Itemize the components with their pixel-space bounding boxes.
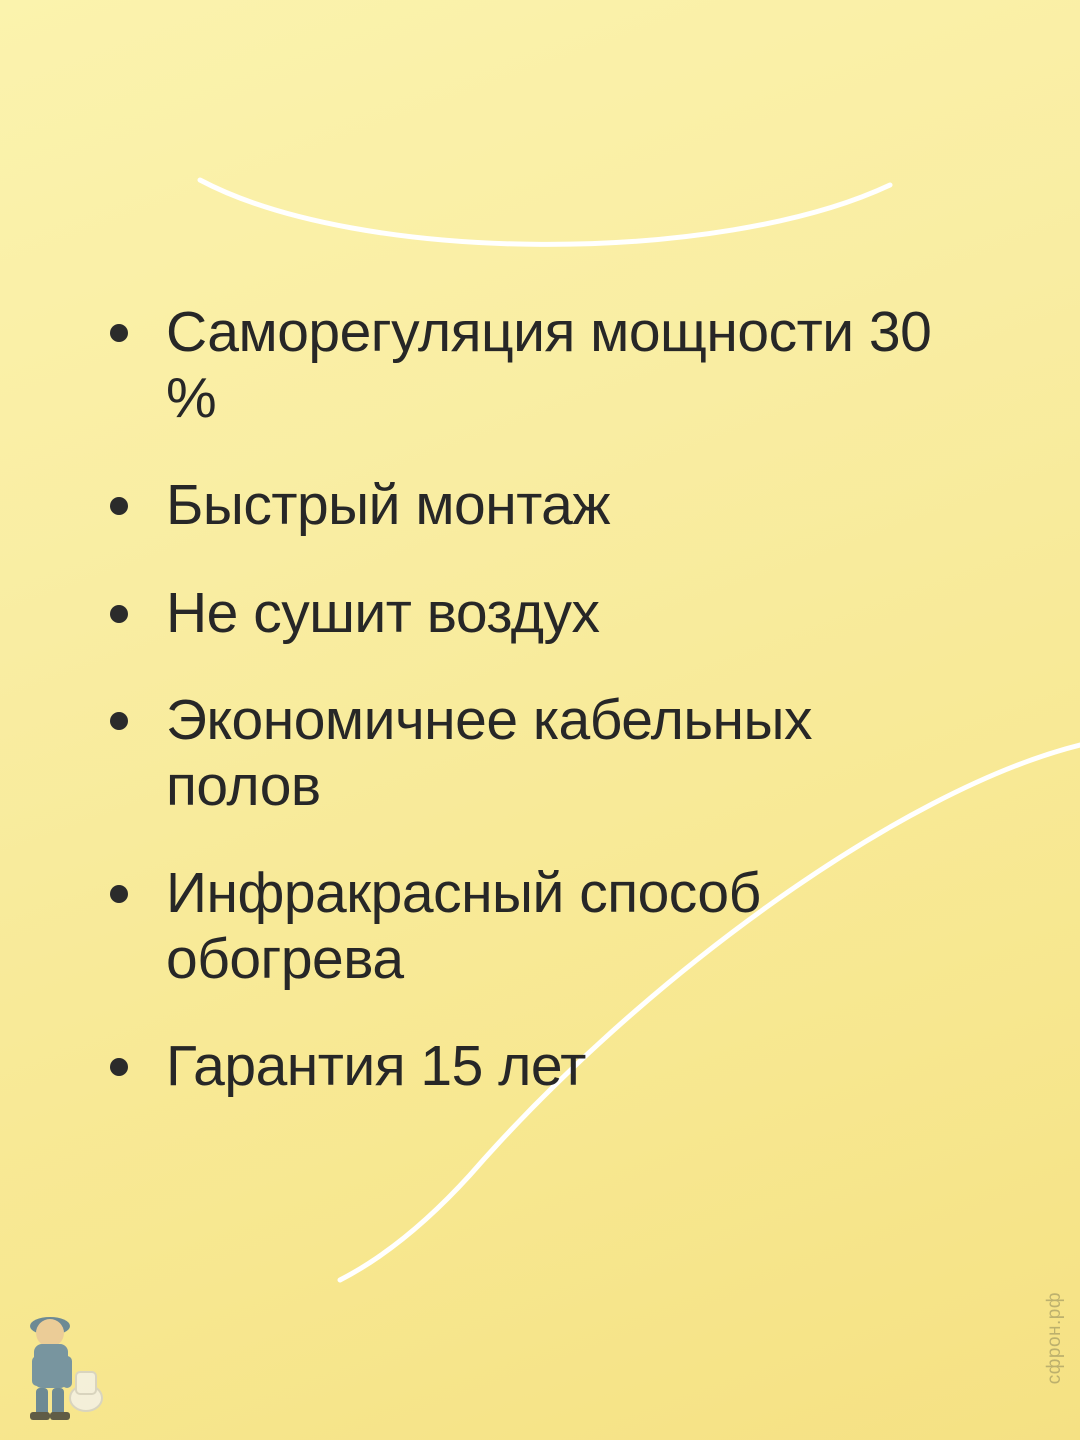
watermark-label: сфрон.рф <box>1044 1291 1065 1384</box>
plumber-mascot-icon <box>16 1306 112 1424</box>
feature-list <box>110 300 970 1142</box>
bullet-dot-icon <box>110 885 128 903</box>
bullet-dot-icon <box>110 605 128 623</box>
list-item-label: Быстрый монтаж <box>166 473 610 538</box>
list-item <box>110 1034 970 1100</box>
bullet-dot-icon <box>110 1058 128 1076</box>
list-item-label: Экономичнее кабельных полов <box>166 688 812 818</box>
list-item <box>110 473 970 539</box>
bullet-dot-icon <box>110 497 128 515</box>
bullet-dot-icon <box>110 712 128 730</box>
list-item-label: Гарантия 15 лет <box>166 1034 586 1099</box>
list-item <box>110 688 970 819</box>
list-item-label: Инфракрасный способ обогрева <box>166 861 761 991</box>
list-item-label: Саморегуляция мощности 30 % <box>166 300 932 430</box>
bullet-dot-icon <box>110 324 128 342</box>
list-item <box>110 581 970 647</box>
list-item <box>110 861 970 992</box>
list-item-label: Не сушит воздух <box>166 580 600 645</box>
list-item <box>110 300 970 431</box>
